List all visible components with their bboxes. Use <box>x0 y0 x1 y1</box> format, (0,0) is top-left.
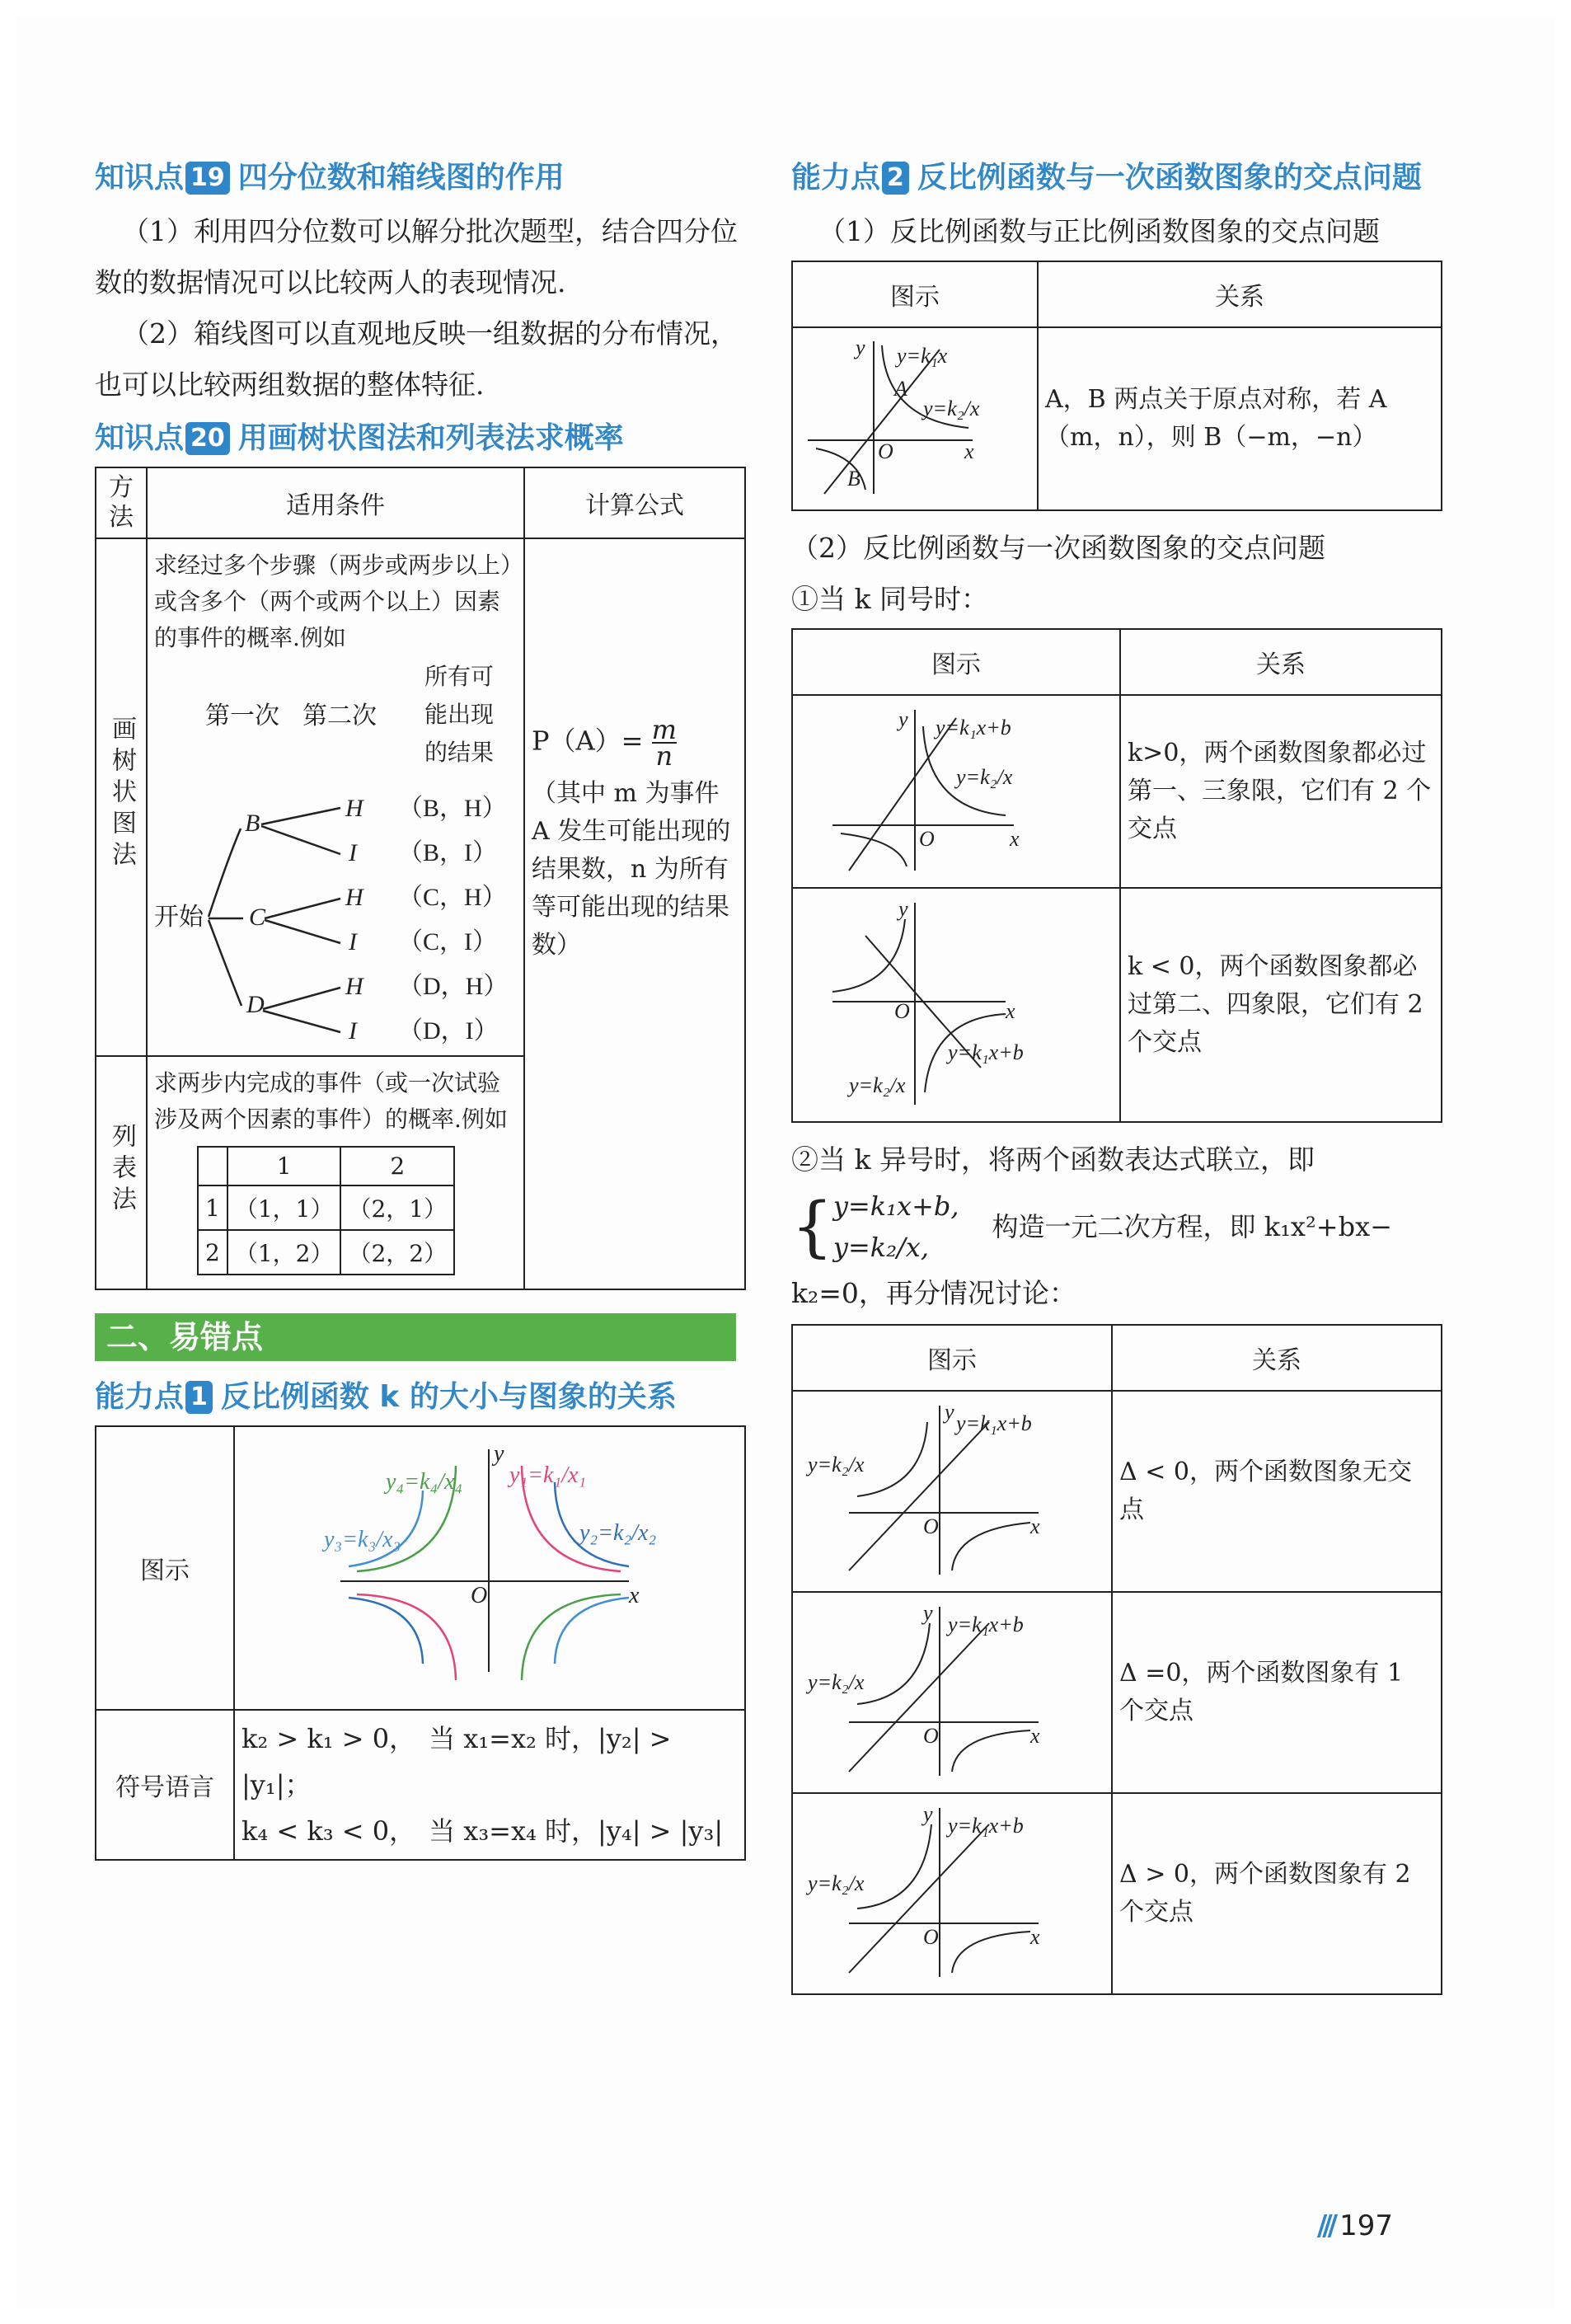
tree-leaf-5: H <box>345 973 363 1000</box>
kp19-prefix: 知识点 <box>95 161 185 195</box>
kp20-badge: 20 <box>185 422 230 455</box>
label-y2: y₂=k₂/x₂ <box>579 1520 657 1546</box>
kp20-prefix: 知识点 <box>95 421 185 455</box>
svg-text:y: y <box>923 1601 933 1625</box>
tree-leaf-4: I <box>349 928 357 955</box>
t2-figure-2 <box>800 894 1096 1109</box>
svg-text:y=k₂/x: y=k₂/x <box>849 1073 906 1097</box>
label-y4: y₄=k₄/x₄ <box>386 1469 463 1495</box>
svg-text:O: O <box>923 1514 939 1538</box>
svg-text:y=k₁x+b: y=k₁x+b <box>948 1613 1024 1636</box>
tree-result-6: （D，I） <box>398 1017 499 1045</box>
tree-result-4: （C，I） <box>398 928 497 955</box>
t3-figure-3 <box>800 1800 1088 1981</box>
svg-text:y=k₂/x: y=k₂/x <box>808 1670 865 1694</box>
t3-relation-2: Δ =0，两个函数图象有 1 个交点 <box>1112 1592 1442 1793</box>
svg-text:x: x <box>629 1583 640 1608</box>
svg-text:y=k₁x+b: y=k₁x+b <box>948 1040 1024 1064</box>
same-sign-table <box>791 628 1442 1123</box>
k-symbol-line-2: k₄ < k₃ < 0， 当 x₃=x₄ 时，|y₄| > |y₃| <box>242 1815 724 1847</box>
svg-text:y: y <box>494 1441 504 1467</box>
svg-text:y: y <box>898 707 908 731</box>
list-condition-cell <box>147 1056 524 1289</box>
tree-node-d: D <box>246 991 265 1018</box>
formula-cell <box>524 538 745 1289</box>
tree-result-1: （B，H） <box>398 795 507 822</box>
tree-leaf-2: I <box>349 839 357 866</box>
kp19-para-1: （1）利用四分位数可以解分批次题型，结合四分位数的数据情况可以比较两人的表现情况. <box>95 215 738 298</box>
kp19-title: 四分位数和箱线图的作用 <box>237 161 565 195</box>
proportional-table <box>791 261 1442 511</box>
tree-leaf-6: I <box>349 1017 357 1045</box>
k-symbol-line-1: k₂ > k₁ > 0， 当 x₁=x₂ 时，|y₂| > |y₁|； <box>242 1723 672 1801</box>
tree-diagram <box>154 660 517 1047</box>
k-fig-label: 图示 <box>96 1426 234 1710</box>
svg-text:x: x <box>1030 1724 1040 1748</box>
section-error-points: 二、易错点 <box>95 1313 736 1361</box>
tree-method-cell: 画树状图法 <box>96 538 147 1056</box>
label-y1: y₁=k₁/x₁ <box>509 1462 587 1488</box>
svg-text:A: A <box>894 377 907 401</box>
list-condition-text: 求两步内完成的事件（或一次试验涉及两个因素的事件）的概率.例如 <box>154 1069 508 1133</box>
kp19-para-2: （2）箱线图可以直观地反映一组数据的分布情况，也可以比较两组数据的整体特征. <box>95 317 738 401</box>
right-para-2: （2）反比例函数与一次函数图象的交点问题 <box>791 532 1325 564</box>
svg-text:的结果: 的结果 <box>424 740 495 766</box>
svg-text:y: y <box>923 1802 933 1826</box>
k-size-table <box>95 1425 746 1861</box>
list-method-cell: 列表法 <box>96 1056 147 1289</box>
formula-note: （其中 m 为事件 A 发生可能出现的结果数，n 为所有等可能出现的结果数） <box>532 779 731 960</box>
right-para-5: k₂=0，再分情况讨论： <box>791 1277 1076 1309</box>
svg-text:x: x <box>1030 1925 1040 1949</box>
t2-relation-1: k>0，两个函数图象都必过第一、三象限，它们有 2 个交点 <box>1120 695 1442 888</box>
t3-figure-2 <box>800 1599 1088 1780</box>
tree-start: 开始 <box>154 904 204 931</box>
svg-text:B: B <box>847 467 861 491</box>
svg-text:y=k₁x+b: y=k₁x+b <box>936 716 1011 739</box>
tree-branches <box>209 808 340 1032</box>
t2-head-rel: 关系 <box>1120 629 1442 695</box>
svg-text:y=k₁x+b: y=k₁x+b <box>948 1814 1024 1838</box>
t3-figure-1-cell <box>792 1391 1112 1592</box>
k-figure-cell <box>234 1426 745 1710</box>
tree-node-c: C <box>249 904 266 931</box>
t2-head-fig: 图示 <box>792 629 1120 695</box>
diff-sign-table <box>791 1324 1442 1995</box>
k-symbol-label: 符号语言 <box>96 1710 234 1860</box>
svg-text:O: O <box>471 1583 488 1608</box>
right-para-1: （1）反比例函数与正比例函数图象的交点问题 <box>818 215 1380 247</box>
tree-header-first: 第一次 <box>205 702 279 730</box>
outcome-mini-table: 1 2 1 （1，1） （2，1） 2 （1，2） （2，2） <box>197 1146 455 1275</box>
svg-text:O: O <box>919 827 935 851</box>
t3-figure-3-cell <box>792 1793 1112 1994</box>
t3-head-fig: 图示 <box>792 1325 1112 1391</box>
t3-relation-1: Δ < 0，两个函数图象无交点 <box>1112 1391 1442 1592</box>
t2-relation-2: k < 0，两个函数图象都必过第二、四象限，它们有 2 个交点 <box>1120 888 1442 1122</box>
kp20-title: 用画树状图法和列表法求概率 <box>237 421 624 455</box>
svg-text:y=k₂/x: y=k₂/x <box>808 1453 865 1477</box>
tree-node-b: B <box>245 810 260 837</box>
svg-text:x: x <box>1010 827 1020 851</box>
probability-table <box>95 467 746 1290</box>
svg-text:能出现: 能出现 <box>424 702 495 728</box>
t1-figure-cell <box>792 327 1038 510</box>
svg-text:y=k₁x: y=k₁x <box>897 344 948 368</box>
left-column <box>95 157 746 1861</box>
kp19-badge: 19 <box>185 162 230 195</box>
svg-text:x: x <box>1006 999 1015 1023</box>
tree-leaf-1: H <box>345 795 363 822</box>
svg-text:O: O <box>923 1724 939 1748</box>
probability-formula: P（A）= $\frac{m}{n}$ <box>532 714 677 772</box>
label-y3: y₃=k₃/x₃ <box>324 1527 401 1552</box>
t2-figure-1 <box>800 702 1096 875</box>
tree-condition-text: 求经过多个步骤（两步或两步以上）或含多个（两个或两个以上）因素的事件的概率.例如 <box>154 552 513 651</box>
svg-text:O: O <box>878 439 893 463</box>
kp19-heading <box>95 157 746 200</box>
t2-figure-2-cell <box>792 888 1120 1122</box>
th-method: 方法 <box>96 467 147 538</box>
right-para-4: ②当 k 异号时，将两个函数表达式联立，即 <box>791 1143 1315 1176</box>
svg-text:y=k₁x+b: y=k₁x+b <box>956 1411 1032 1435</box>
textbook-page <box>16 16 1555 2308</box>
svg-text:y: y <box>945 1400 954 1424</box>
svg-text:x: x <box>1030 1514 1040 1538</box>
tree-condition-cell <box>147 538 524 1056</box>
svg-text:y=k₂/x: y=k₂/x <box>923 397 980 420</box>
k-symbol-cell <box>234 1710 745 1860</box>
k-hyperbola-figure <box>242 1433 736 1697</box>
t1-figure <box>800 333 1022 498</box>
right-column <box>791 157 1442 1995</box>
ability2-heading: 能力点 2 反比例函数与一次函数图象的交点问题 <box>791 161 1422 195</box>
t3-relation-3: Δ > 0，两个函数图象有 2 个交点 <box>1112 1793 1442 1994</box>
t1-relation: A，B 两点关于原点对称，若 A（m，n），则 B（−m，−n） <box>1038 327 1442 510</box>
svg-text:y: y <box>898 897 908 921</box>
ability1-heading: 能力点 1 反比例函数 k 的大小与图象的关系 <box>95 1380 677 1414</box>
t1-head-fig: 图示 <box>792 261 1038 327</box>
tree-header-results: 所有可 <box>424 664 495 690</box>
page-stripes-icon: /// <box>1316 2209 1334 2242</box>
svg-text:O: O <box>894 999 910 1023</box>
tree-result-3: （C，H） <box>398 884 507 911</box>
t1-head-rel: 关系 <box>1038 261 1442 327</box>
page-number: /// 197 <box>1316 2209 1393 2242</box>
svg-text:O: O <box>923 1925 939 1949</box>
tree-leaf-3: H <box>345 884 363 911</box>
th-condition: 适用条件 <box>147 467 524 538</box>
t2-figure-1-cell <box>792 695 1120 888</box>
tree-result-5: （D，H） <box>398 973 509 1000</box>
t3-figure-2-cell <box>792 1592 1112 1793</box>
th-formula: 计算公式 <box>524 467 745 538</box>
right-para-3: ①当 k 同号时： <box>791 583 988 615</box>
svg-text:x: x <box>964 439 974 463</box>
tree-header-second: 第二次 <box>302 702 377 730</box>
svg-text:y: y <box>856 336 865 359</box>
t3-head-rel: 关系 <box>1112 1325 1442 1391</box>
svg-text:y=k₂/x: y=k₂/x <box>956 765 1013 789</box>
t3-figure-1 <box>800 1397 1088 1579</box>
kp20-heading <box>95 417 746 460</box>
tree-result-2: （B，I） <box>398 839 497 866</box>
equation-system: { y=k₁x+b, y=k₂/x, 构造一元二次方程，即 k₁x²+bx− <box>791 1188 1392 1265</box>
svg-text:y=k₂/x: y=k₂/x <box>808 1871 865 1895</box>
